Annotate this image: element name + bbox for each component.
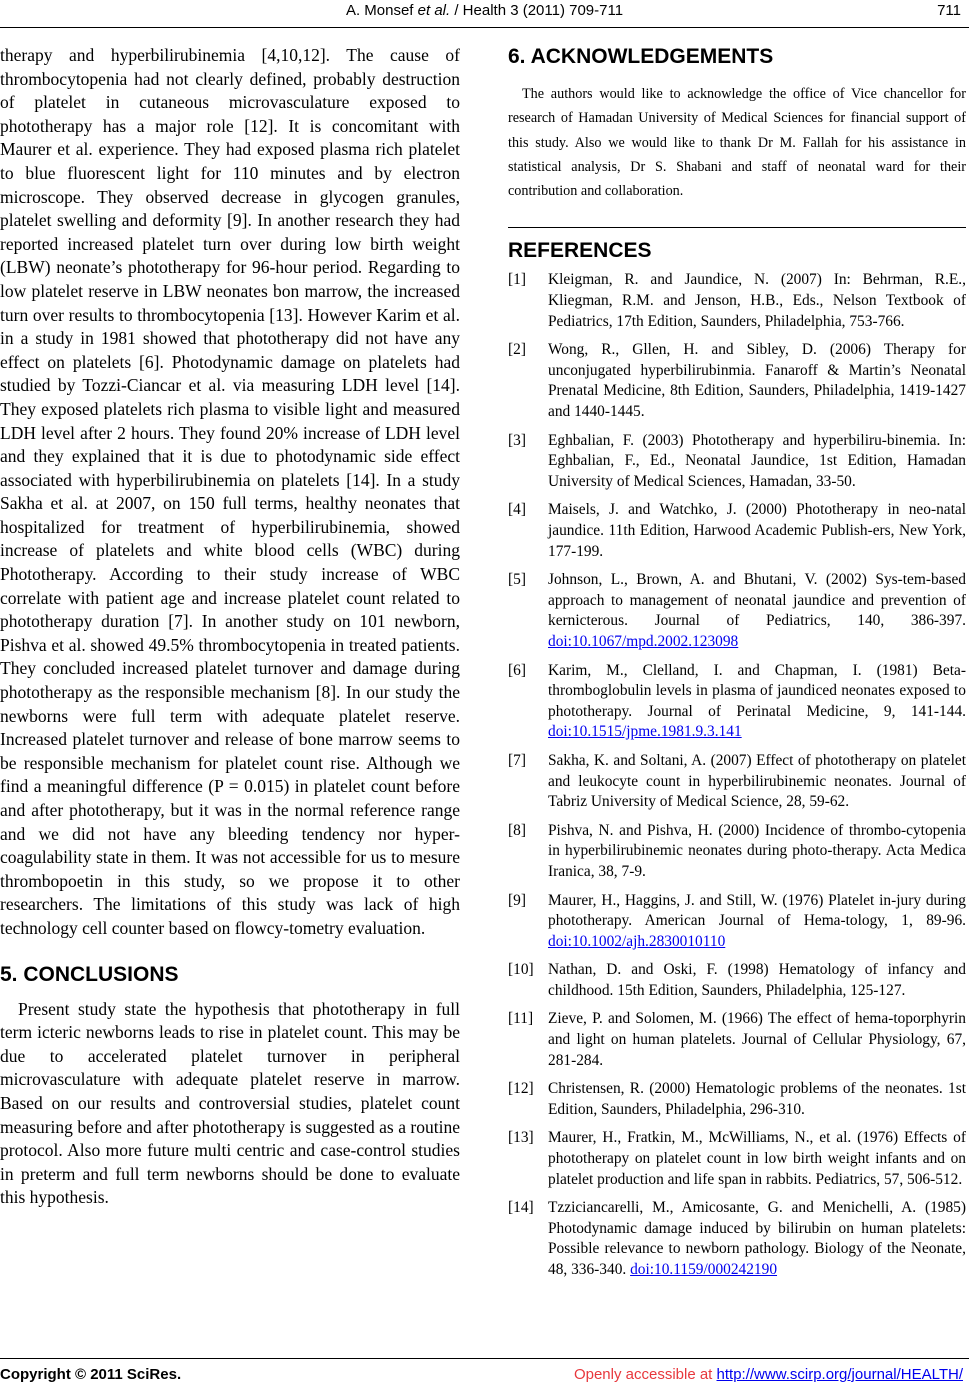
conclusions-paragraph: Present study state the hypothesis that phototherapy in full term icteric newborns leads to rise in platelet count. This may be due to accelerated platelet turnover in peripheral microvasculature with adequate platelet reserve in marrow. Based on our results and controversial studies, platelet count measuring before and after phototherapy is suggested as a routine protocol. Also more future multi centric and case-control studies in preterm and full term newborns should be done to evaluate this hypothesis. <box>0 998 460 1208</box>
discussion-paragraph: therapy and hyperbilirubinemia [4,10,12]. The cause of thrombocytopenia had not clearly defined, probably destruction of platelet in cutaneous microvasculature exposed to phototherapy has a major role [12]. It is concomitant with Maurer et al. experience. They had exposed plasma rich platelet to blue fluorescent light for 110 minutes and by electron microscope. They observed decrease in glycogen granules, platelet swelling and deformity [9]. In another research they had reported increased platelet turn over during low birth weight (LBW) neonate’s phototherapy for 96-hour period. Regarding to low platelet reserve in LBW neonates bon marrow, the increased turn over results to thrombocytopenia [13]. However Karim et al. in a study in 1981 showed that phototherapy did not have any effect on platelets [6]. Photodynamic damage on platelets had studied by Tozzi-Ciancar et al. via measuring LDH level [14]. They exposed platelets rich plasma to visible light and measured LDH level after 2 hours. They found 20% increase of LDH level and they explained that it is due to photodynamic side effect associated with hyperbilirubinemia on platelets [14]. In a study Sakha et al. at 2007, on 150 full terms, healthy neonates that hospitalized for treatment of hyperbilirubinemia, showed increase of platelets and white blood cells (WBC) during Phototherapy. According to their study increase of WBC correlate with patient age and increase platelet count related to phototherapy duration [7]. In another study on 101 newborn, Pishva et al. showed 49.5% thrombocytopenia in treated patients. They concluded increased platelet turnover and damage during phototherapy as the responsible mechanism [8]. In our study the newborns were full term with adequate platelet reserve. Increased platelet turnover and release of bone marrow seems to be responsible mechanism for platelet count rise. Although we find a meaningful difference (P = 0.015) in platelet count before and after phototherapy, but it was in the normal reference range and we did not have any bleeding tendency nor hyper-coagulability state in them. It was not accessible for us to mesure thrombopoetin in this study, so we propose it to other researchers. The limitations of this study was lack of high technology cell counter based on flowcy-tometry evaluation. <box>0 45 460 938</box>
reference-text <box>548 340 966 422</box>
reference-citation: Christensen, R. (2000) Hematologic problems of the neonates. 1st Edition, Saunders, Philadelphia, 296-310. <box>548 1080 966 1118</box>
reference-citation: Pishva, N. and Pishva, H. (2000) Incidence of thrombo-cytopenia in hyperbilirubinemic neonates during photo-therapy. Acta Medica Iranica, 38, 7-9. <box>548 821 966 880</box>
reference-citation: Johnson, L., Brown, A. and Bhutani, V. (2002) Sys-tem-based approach to management of neonatal jaundice and prevention of kernicterous. Journal of Pediatrics, 140, 386-397. <box>548 571 966 630</box>
acknowledgements-heading: 6. ACKNOWLEDGEMENTS <box>508 45 774 68</box>
reference-number: [5] <box>508 571 526 589</box>
open-access-notice <box>574 1366 963 1383</box>
reference-citation: Maurer, H., Fratkin, M., McWilliams, N., et al. (1976) Effects of phototherapy on platelet count in low birth weight infants and on platelet production and life span in rabbits. Pediatrics, 57, 506-512. <box>548 1129 966 1188</box>
references-heading: REFERENCES <box>508 239 652 263</box>
reference-text <box>548 500 966 562</box>
left-column <box>0 44 460 1210</box>
reference-text <box>548 661 966 743</box>
open-access-label: Openly accessible at <box>573 1366 717 1383</box>
reference-item <box>508 1079 966 1120</box>
reference-item <box>508 340 966 422</box>
reference-number: [6] <box>508 661 526 679</box>
reference-citation: Maisels, J. and Watchko, J. (2000) Phototherapy in neo-natal jaundice. 11th Edition, Harwood Academic Publish-ers, New York, 177-199. <box>548 501 966 560</box>
reference-text <box>548 751 966 813</box>
journal-link[interactable]: http://www.scirp.org/journal/HEALTH/ <box>716 1366 963 1383</box>
reference-number: [3] <box>508 431 526 449</box>
reference-doi-link[interactable]: doi:10.1159/000242190 <box>630 1261 778 1279</box>
reference-doi-link[interactable]: doi:10.1002/ajh.2830010110 <box>548 932 726 950</box>
right-column <box>508 44 966 1289</box>
reference-item <box>508 570 966 652</box>
reference-item <box>508 960 966 1001</box>
reference-citation: Kleigman, R. and Jaundice, N. (2007) In: Behrman, R.E., Kliegman, R.M. and Jenson, H.B., Eds., Nelson Textbook of Pediatrics, 17th Edition, Saunders, Philadelphia, 753-766. <box>548 271 966 330</box>
reference-number: [10] <box>508 961 534 979</box>
reference-citation: Eghbalian, F. (2003) Phototherapy and hyperbiliru-binemia. In: Eghbalian, F., Ed., Neonatal Jaundice, 1st Edition, Hamadan University of Medical Sciences, Hamadan, 33-50. <box>548 431 966 490</box>
reference-text <box>548 960 966 1001</box>
reference-number: [4] <box>508 501 526 519</box>
reference-text <box>548 1079 966 1120</box>
header-rule <box>0 27 969 28</box>
reference-number: [2] <box>508 341 526 359</box>
reference-citation: Tzziciancarelli, M., Amicosante, G. and Menichelli, A. (1985) Photodynamic damage induced by bilirubin on human platelets: Possible relevance to newborn pathology. Biology of the Neonate, 48, 336-340. <box>548 1199 966 1279</box>
reference-number: [9] <box>508 891 526 909</box>
running-title: A. Monsef et al. / Health 3 (2011) 709-711 <box>345 2 624 19</box>
reference-item <box>508 1128 966 1190</box>
reference-text <box>548 891 966 953</box>
footer-rule <box>0 1358 969 1359</box>
reference-item <box>508 1198 966 1280</box>
reference-number: [7] <box>508 751 526 769</box>
page-header <box>0 2 969 22</box>
reference-citation: Wong, R., Gllen, H. and Sibley, D. (2006) Therapy for unconjugated hyperbilirubinmia. Fanaroff & Martin’s Neonatal Prenatal Medicine, 8th Edition, Saunders, Philadelphia, 1419-1427 and 1440-1445. <box>548 341 966 421</box>
references-rule <box>508 227 966 228</box>
reference-citation: Nathan, D. and Oski, F. (1998) Hematology of infancy and childhood. 15th Edition, Saunders, Philadelphia, 125-127. <box>548 961 966 999</box>
reference-text <box>548 270 966 332</box>
page-number: 711 <box>937 2 961 19</box>
reference-citation: Sakha, K. and Soltani, A. (2007) Effect of phototherapy on platelet and leukocyte count in hyperbilirubinemic neonates. Journal of Tabriz University of Medical Science, 28, 59-62. <box>548 751 966 811</box>
reference-item <box>508 891 966 953</box>
reference-item <box>508 1009 966 1071</box>
reference-number: [12] <box>508 1080 534 1098</box>
reference-citation: Maurer, H., Haggins, J. and Still, W. (1976) Platelet in-jury during phototherapy. American Journal of Hema-tology, 1, 89-96. <box>548 891 966 930</box>
reference-item <box>508 270 966 332</box>
conclusions-heading: 5. CONCLUSIONS <box>0 962 179 986</box>
reference-number: [1] <box>508 271 526 289</box>
reference-item <box>508 751 966 813</box>
reference-citation: Zieve, P. and Solomen, M. (1966) The effect of hema-toporphyrin and light on human platelets. Journal of Cellular Physiology, 67, 281-284. <box>548 1010 966 1069</box>
reference-text <box>548 821 966 883</box>
reference-number: [11] <box>508 1010 534 1028</box>
reference-item <box>508 821 966 883</box>
references-list <box>508 270 966 1280</box>
reference-citation: Karim, M., Clelland, I. and Chapman, I. (1981) Beta-thromboglobulin levels in plasma of jaundiced neonates exposed to phototherapy. Journal of Perinatal Medicine, 9, 141-144. <box>548 661 966 720</box>
page-footer <box>0 1366 969 1388</box>
reference-text <box>548 1198 966 1280</box>
reference-item <box>508 661 966 743</box>
reference-text <box>548 431 966 493</box>
acknowledgements-paragraph: The authors would like to acknowledge the office of Vice chancellor for research of Hamadan University of Medical Sciences for financial support of this study. Also we would like to thank Dr M. Fallah for his assistance in statistical analysis, Dr S. Shabani and staff of neonatal ward for their contribution and collaboration. <box>508 86 966 200</box>
reference-number: [13] <box>508 1129 534 1147</box>
reference-text <box>548 570 966 652</box>
reference-number: [8] <box>508 821 526 839</box>
reference-doi-link[interactable]: doi:10.1515/jpme.1981.9.3.141 <box>548 723 742 741</box>
copyright-notice: Copyright © 2011 SciRes. <box>0 1366 182 1383</box>
reference-item <box>508 431 966 493</box>
reference-text <box>548 1009 966 1071</box>
reference-doi-link[interactable]: doi:10.1067/mpd.2002.123098 <box>548 632 739 650</box>
reference-number: [14] <box>508 1199 534 1217</box>
reference-text <box>548 1128 966 1190</box>
reference-item <box>508 500 966 562</box>
